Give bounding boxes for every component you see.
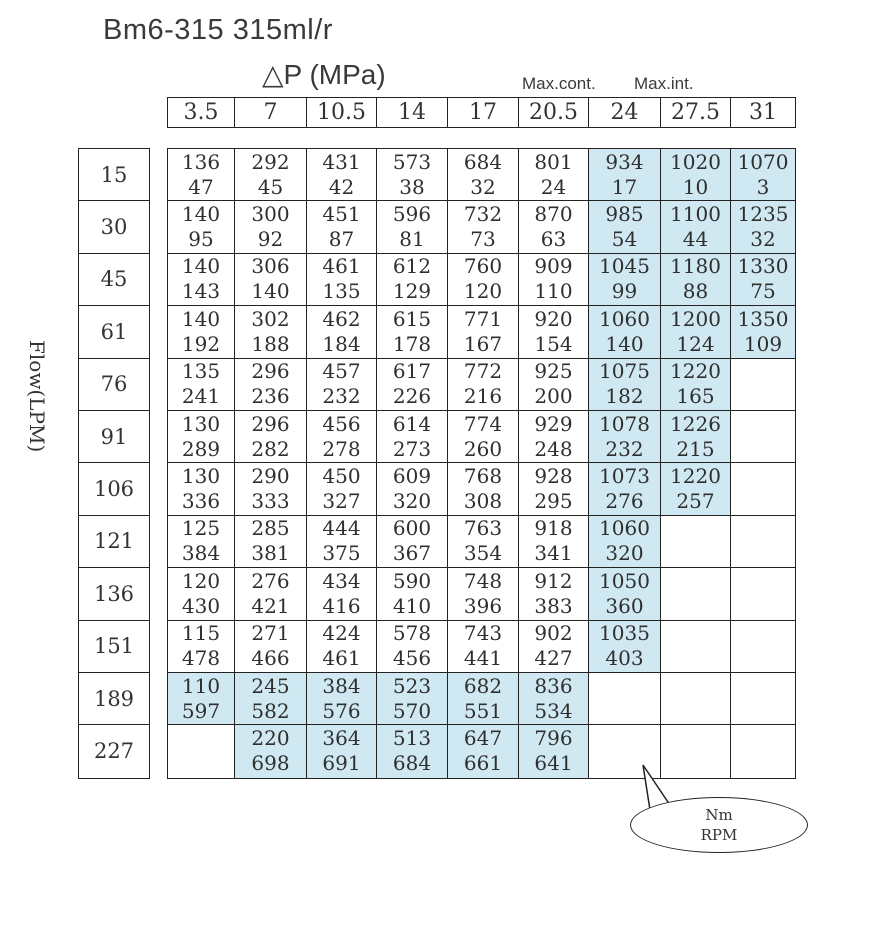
- torque-value: 578: [392, 621, 432, 646]
- speed-value: 375: [322, 541, 361, 566]
- torque-value: 296: [251, 359, 290, 384]
- speed-value: 167: [463, 331, 503, 356]
- flow-header-cell: 91: [79, 411, 149, 463]
- torque-value: 292: [251, 149, 290, 174]
- speed-value: 396: [463, 593, 503, 618]
- speed-value: 308: [463, 489, 503, 514]
- torque-value: 600: [392, 516, 432, 541]
- torque-value: 1045: [599, 254, 650, 279]
- speed-value: 360: [605, 593, 644, 618]
- pressure-header-cell: 31: [749, 100, 777, 125]
- torque-value: 1075: [599, 359, 650, 384]
- speed-value: 466: [251, 646, 290, 671]
- speed-value: 684: [392, 751, 432, 776]
- torque-value: 573: [392, 149, 432, 174]
- speed-value: 143: [181, 279, 221, 304]
- speed-value: 73: [470, 227, 496, 252]
- speed-value: 44: [682, 227, 709, 252]
- torque-value: 763: [463, 516, 503, 541]
- torque-value: 140: [181, 306, 221, 331]
- torque-value: 220: [251, 726, 290, 751]
- speed-value: 129: [392, 279, 432, 304]
- speed-value: 576: [322, 698, 361, 723]
- torque-value: 120: [181, 568, 221, 593]
- torque-value: 743: [463, 621, 503, 646]
- torque-value: 647: [463, 726, 503, 751]
- torque-value: 456: [322, 411, 361, 436]
- speed-value: 403: [605, 646, 644, 671]
- speed-value: 641: [534, 751, 573, 776]
- speed-value: 192: [181, 331, 221, 356]
- torque-value: 296: [251, 411, 290, 436]
- flow-axis-label: Flow(LPM): [25, 340, 49, 453]
- flow-header-cell: 30: [79, 201, 149, 253]
- torque-value: 1070: [737, 149, 789, 174]
- torque-value: 1350: [737, 306, 789, 331]
- torque-value: 934: [605, 149, 644, 174]
- speed-value: 427: [534, 646, 573, 671]
- torque-value: 276: [251, 568, 290, 593]
- torque-value: 682: [463, 673, 503, 698]
- speed-value: 257: [676, 489, 715, 514]
- torque-value: 985: [605, 202, 644, 227]
- speed-value: 534: [534, 698, 573, 723]
- flow-header-cell: 121: [79, 516, 149, 568]
- pressure-header-cell: 27.5: [661, 98, 731, 127]
- torque-value: 1050: [599, 568, 650, 593]
- speed-value: 216: [463, 384, 503, 409]
- torque-value: 130: [181, 464, 221, 489]
- torque-value: 912: [534, 568, 573, 593]
- torque-value: 768: [463, 464, 503, 489]
- speed-value: 124: [676, 331, 715, 356]
- speed-value: 276: [605, 489, 644, 514]
- legend-speed-label: RPM: [700, 826, 738, 844]
- speed-value: 384: [181, 541, 221, 566]
- torque-value: 612: [392, 254, 432, 279]
- torque-value: 513: [392, 726, 432, 751]
- torque-value: 1200: [670, 306, 721, 331]
- torque-value: 115: [181, 621, 221, 646]
- speed-value: 135: [322, 279, 361, 304]
- speed-value: 10: [682, 174, 709, 199]
- speed-value: 232: [322, 384, 361, 409]
- speed-value: 441: [463, 646, 503, 671]
- torque-value: 130: [181, 411, 221, 436]
- torque-value: 801: [534, 149, 573, 174]
- torque-value: 302: [251, 306, 290, 331]
- pressure-header-cell: 14: [377, 98, 448, 127]
- speed-value: 282: [251, 436, 290, 461]
- speed-value: 430: [181, 593, 221, 618]
- speed-value: 461: [322, 646, 361, 671]
- torque-value: 1035: [599, 621, 650, 646]
- torque-value: 1020: [670, 149, 721, 174]
- speed-value: 354: [463, 541, 503, 566]
- speed-value: 570: [392, 698, 432, 723]
- flow-header-cell: 45: [79, 254, 149, 306]
- speed-value: 63: [540, 227, 567, 252]
- flow-header-cell: 106: [79, 463, 149, 515]
- torque-value: 135: [181, 359, 221, 384]
- flow-header-cell: 151: [79, 621, 149, 673]
- speed-value: 260: [463, 436, 503, 461]
- torque-value: 1220: [670, 464, 721, 489]
- speed-value: 661: [463, 751, 503, 776]
- torque-value: 909: [534, 254, 573, 279]
- pressure-axis-label: △P (MPa): [262, 59, 386, 90]
- speed-value: 478: [181, 646, 221, 671]
- speed-value: 95: [188, 227, 214, 252]
- pressure-header-cell: 17: [448, 98, 519, 127]
- speed-value: 75: [750, 279, 776, 304]
- pressure-header-cell: 10.5: [307, 98, 377, 127]
- torque-value: 431: [322, 149, 361, 174]
- torque-value: 110: [181, 673, 221, 698]
- speed-value: 295: [534, 489, 573, 514]
- speed-value: 226: [392, 384, 432, 409]
- speed-value: 200: [534, 384, 573, 409]
- speed-value: 278: [322, 436, 361, 461]
- speed-value: 289: [181, 436, 221, 461]
- torque-value: 461: [322, 254, 361, 279]
- torque-value: 1226: [670, 411, 721, 436]
- speed-value: 120: [463, 279, 503, 304]
- torque-value: 796: [534, 726, 573, 751]
- speed-value: 92: [257, 227, 284, 252]
- torque-value: 929: [534, 411, 573, 436]
- speed-value: 320: [605, 541, 644, 566]
- pressure-header-cell: 3.5: [168, 98, 235, 127]
- torque-value: 434: [322, 568, 361, 593]
- torque-value: 285: [251, 516, 290, 541]
- speed-value: 421: [251, 593, 290, 618]
- speed-value: 17: [611, 174, 638, 199]
- speed-value: 336: [181, 489, 221, 514]
- torque-value: 457: [322, 359, 361, 384]
- torque-value: 614: [392, 411, 432, 436]
- speed-value: 410: [392, 593, 432, 618]
- speed-value: 383: [534, 593, 573, 618]
- legend-torque-label: Nm: [705, 806, 733, 824]
- torque-value: 450: [322, 464, 361, 489]
- speed-value: 54: [611, 227, 638, 252]
- torque-value: 1073: [599, 464, 650, 489]
- torque-value: 444: [322, 516, 361, 541]
- torque-value: 1060: [599, 516, 650, 541]
- torque-value: 1235: [737, 202, 789, 227]
- speed-value: 87: [328, 227, 355, 252]
- speed-value: 241: [181, 384, 221, 409]
- torque-value: 920: [534, 306, 573, 331]
- speed-value: 456: [392, 646, 432, 671]
- speed-value: 154: [534, 331, 573, 356]
- torque-value: 1220: [670, 359, 721, 384]
- torque-value: 774: [463, 411, 503, 436]
- speed-value: 109: [743, 331, 783, 356]
- speed-value: 232: [605, 436, 644, 461]
- speed-value: 551: [463, 698, 503, 723]
- torque-value: 870: [534, 202, 573, 227]
- torque-value: 271: [251, 621, 290, 646]
- speed-value: 597: [181, 698, 221, 723]
- speed-value: 691: [322, 751, 361, 776]
- speed-value: 42: [328, 174, 355, 199]
- speed-value: 341: [534, 541, 573, 566]
- torque-value: 596: [392, 202, 432, 227]
- flow-header-cell: 227: [93, 739, 135, 764]
- torque-value: 918: [534, 516, 573, 541]
- speed-value: 416: [322, 593, 361, 618]
- speed-value: 236: [251, 384, 290, 409]
- speed-value: 110: [534, 279, 573, 304]
- speed-value: 32: [750, 227, 776, 252]
- speed-value: 140: [605, 331, 644, 356]
- torque-value: 1330: [737, 254, 789, 279]
- speed-value: 178: [392, 331, 432, 356]
- speed-value: 698: [251, 751, 290, 776]
- torque-value: 290: [251, 464, 290, 489]
- torque-value: 771: [463, 306, 503, 331]
- speed-value: 582: [251, 698, 290, 723]
- speed-value: 99: [611, 279, 638, 304]
- speed-value: 327: [322, 489, 361, 514]
- speed-value: 165: [676, 384, 715, 409]
- speed-value: 215: [676, 436, 715, 461]
- torque-value: 384: [322, 673, 361, 698]
- torque-value: 451: [322, 202, 361, 227]
- torque-value: 462: [322, 306, 361, 331]
- speed-value: 333: [251, 489, 290, 514]
- torque-value: 136: [181, 149, 221, 174]
- speed-value: 3: [756, 174, 770, 199]
- speed-value: 24: [540, 174, 567, 199]
- torque-value: 140: [181, 202, 221, 227]
- max-cont-label: Max.cont.: [522, 74, 596, 93]
- torque-value: 1180: [670, 254, 721, 279]
- torque-value: 760: [463, 254, 503, 279]
- speed-value: 140: [251, 279, 290, 304]
- page-title: Bm6-315 315ml/r: [103, 14, 333, 46]
- torque-value: 925: [534, 359, 573, 384]
- speed-value: 320: [392, 489, 432, 514]
- torque-value: 306: [251, 254, 290, 279]
- pressure-header-cell: 7: [235, 98, 307, 127]
- torque-value: 732: [463, 202, 503, 227]
- torque-value: 364: [322, 726, 361, 751]
- flow-header-cell: 76: [79, 359, 149, 411]
- torque-value: 1078: [599, 411, 650, 436]
- speed-value: 273: [392, 436, 432, 461]
- torque-value: 617: [392, 359, 432, 384]
- torque-value: 590: [392, 568, 432, 593]
- torque-value: 902: [534, 621, 573, 646]
- torque-value: 836: [534, 673, 573, 698]
- speed-value: 38: [399, 174, 425, 199]
- pressure-header-cell: 24: [589, 98, 661, 127]
- speed-value: 45: [257, 174, 284, 199]
- torque-value: 772: [463, 359, 503, 384]
- max-int-label: Max.int.: [634, 74, 694, 93]
- torque-value: 684: [463, 149, 503, 174]
- flow-header-cell: 61: [79, 306, 149, 358]
- speed-value: 367: [392, 541, 432, 566]
- flow-header-cell: 15: [79, 149, 149, 201]
- torque-value: 245: [251, 673, 290, 698]
- torque-value: 300: [251, 202, 290, 227]
- torque-value: 748: [463, 568, 503, 593]
- speed-value: 182: [605, 384, 644, 409]
- speed-value: 81: [399, 227, 425, 252]
- torque-value: 1100: [670, 202, 721, 227]
- torque-value: 1060: [599, 306, 650, 331]
- speed-value: 188: [251, 331, 290, 356]
- torque-value: 125: [181, 516, 221, 541]
- speed-value: 184: [322, 331, 361, 356]
- speed-value: 381: [251, 541, 290, 566]
- flow-header-cell: 136: [79, 568, 149, 620]
- torque-value: 140: [181, 254, 221, 279]
- torque-value: 615: [392, 306, 432, 331]
- speed-value: 248: [534, 436, 573, 461]
- torque-value: 523: [392, 673, 432, 698]
- torque-value: 609: [392, 464, 432, 489]
- torque-value: 424: [322, 621, 361, 646]
- torque-value: 928: [534, 464, 573, 489]
- pressure-header-cell: 20.5: [519, 98, 589, 127]
- speed-value: 47: [188, 174, 214, 199]
- speed-value: 32: [470, 174, 496, 199]
- speed-value: 88: [682, 279, 709, 304]
- flow-header-cell: 189: [79, 673, 149, 725]
- legend-bubble: [630, 797, 808, 853]
